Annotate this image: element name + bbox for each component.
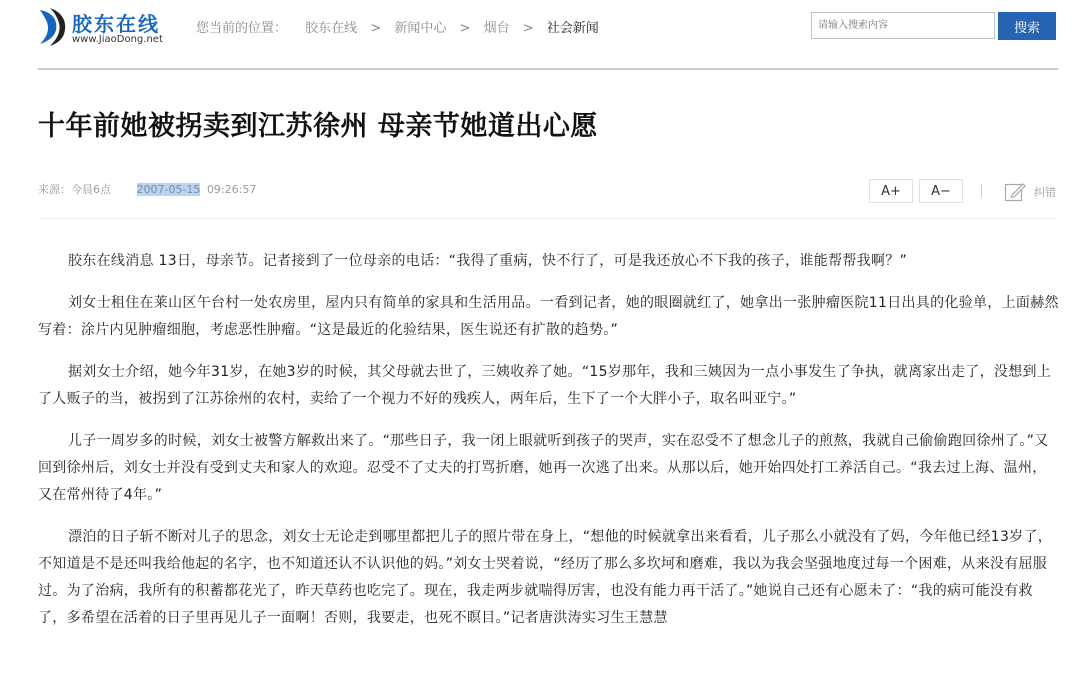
article-title: 十年前她被拐卖到江苏徐州 母亲节她道出心愿 — [38, 111, 598, 142]
article-paragraph: 儿子一周岁多的时候，刘女士被警方解救出来了。“那些日子，我一闭上眼就听到孩子的哭声，实在忍受不了想念儿子的煎熬，我就自己偷偷跑回徐州了。”又回到徐州后，刘女士并没有受到丈夫和家人的欢迎。忍受不了丈夫的打骂折磨，她再一次逃了出来。从那以后，她开始四处打工养活自己。“我去过上海、温州，又在常州待了4年。” — [38, 433, 1049, 503]
jiaodong-logo-icon — [36, 6, 70, 46]
toolbar-separator — [981, 184, 982, 197]
header-divider — [38, 68, 1058, 70]
site-header — [0, 0, 1080, 70]
breadcrumb — [196, 17, 599, 36]
logo-name: 胶东在线 — [72, 12, 160, 36]
breadcrumb-separator: > — [370, 21, 382, 36]
meta-divider — [38, 218, 1058, 219]
logo-url: www.JiaoDong.net — [72, 34, 163, 45]
article-paragraph: 胶东在线消息 13日，母亲节。记者接到了一位母亲的电话：“我得了重病，快不行了，可是我还放心不下我的孩子，谁能帮帮我啊？” — [68, 253, 908, 269]
article-paragraph: 据刘女士介绍，她今年31岁，在她3岁的时候，其父母就去世了，三姨收养了她。“15岁那年，我和三姨因为一点小事发生了争执，就离家出走了，没想到上了人贩子的当，被拐到了江苏徐州的农村，卖给了一个视力不好的残疾人，两年后，生下了一个大胖小子，取名叫亚宁。” — [38, 364, 1052, 407]
report-error-label: 纠错 — [1034, 186, 1056, 199]
article-paragraph: 刘女士租住在莱山区午台村一处农房里，屋内只有简单的家具和生活用品。一看到记者，她的眼圈就红了，她拿出一张肿瘤医院11日出具的化验单，上面赫然写着：涂片内见肿瘤细胞，考虑恶性肿瘤。“这是最近的化验结果，医生说还有扩散的趋势。” — [38, 295, 1059, 338]
search-button[interactable]: 搜索 — [998, 12, 1056, 40]
article-paragraph: 漂泊的日子斩不断对儿子的思念，刘女士无论走到哪里都把儿子的照片带在身上，“想他的时候就拿出来看看，儿子那么小就没有了妈，今年他已经13岁了，不知道是不是还叫我给他起的名字，也不知道还认不认识他的妈。”刘女士哭着说，“经历了那么多坎坷和磨难，我以为我会坚强地度过每一个困难，从来没有屈服过。为了治病，我所有的积蓄都花光了，昨天草药也吃完了。现在，我走两步就喘得厉害，也没有能力再干活了。”她说自己还有心愿未了：“我的病可能没有救了，多希望在活着的日子里再见儿子一面啊！否则，我要走，也死不瞑目。”记者唐洪涛实习生王慧慧 — [38, 529, 1053, 626]
breadcrumb-yantai[interactable]: 烟台 — [483, 21, 510, 36]
breadcrumb-news-center[interactable]: 新闻中心 — [394, 21, 447, 36]
article-body — [38, 248, 1060, 647]
article-time: 09:26:57 — [206, 183, 257, 196]
breadcrumb-separator: > — [459, 21, 471, 36]
article-source: 来源：今晨6点 — [38, 183, 111, 196]
article-date: 2007-05-15 — [136, 183, 201, 196]
breadcrumb-separator: > — [522, 21, 534, 36]
article-meta — [38, 181, 256, 197]
search-input[interactable] — [811, 12, 995, 39]
font-size-increase-button[interactable]: A+ — [869, 179, 913, 203]
site-logo[interactable] — [36, 6, 186, 50]
breadcrumb-social-news[interactable]: 社会新闻 — [546, 21, 599, 36]
edit-pencil-icon — [1004, 180, 1026, 202]
breadcrumb-lead: 您当前的位置： — [196, 21, 288, 36]
breadcrumb-home[interactable]: 胶东在线 — [305, 21, 358, 36]
font-size-decrease-button[interactable]: A− — [919, 179, 963, 203]
